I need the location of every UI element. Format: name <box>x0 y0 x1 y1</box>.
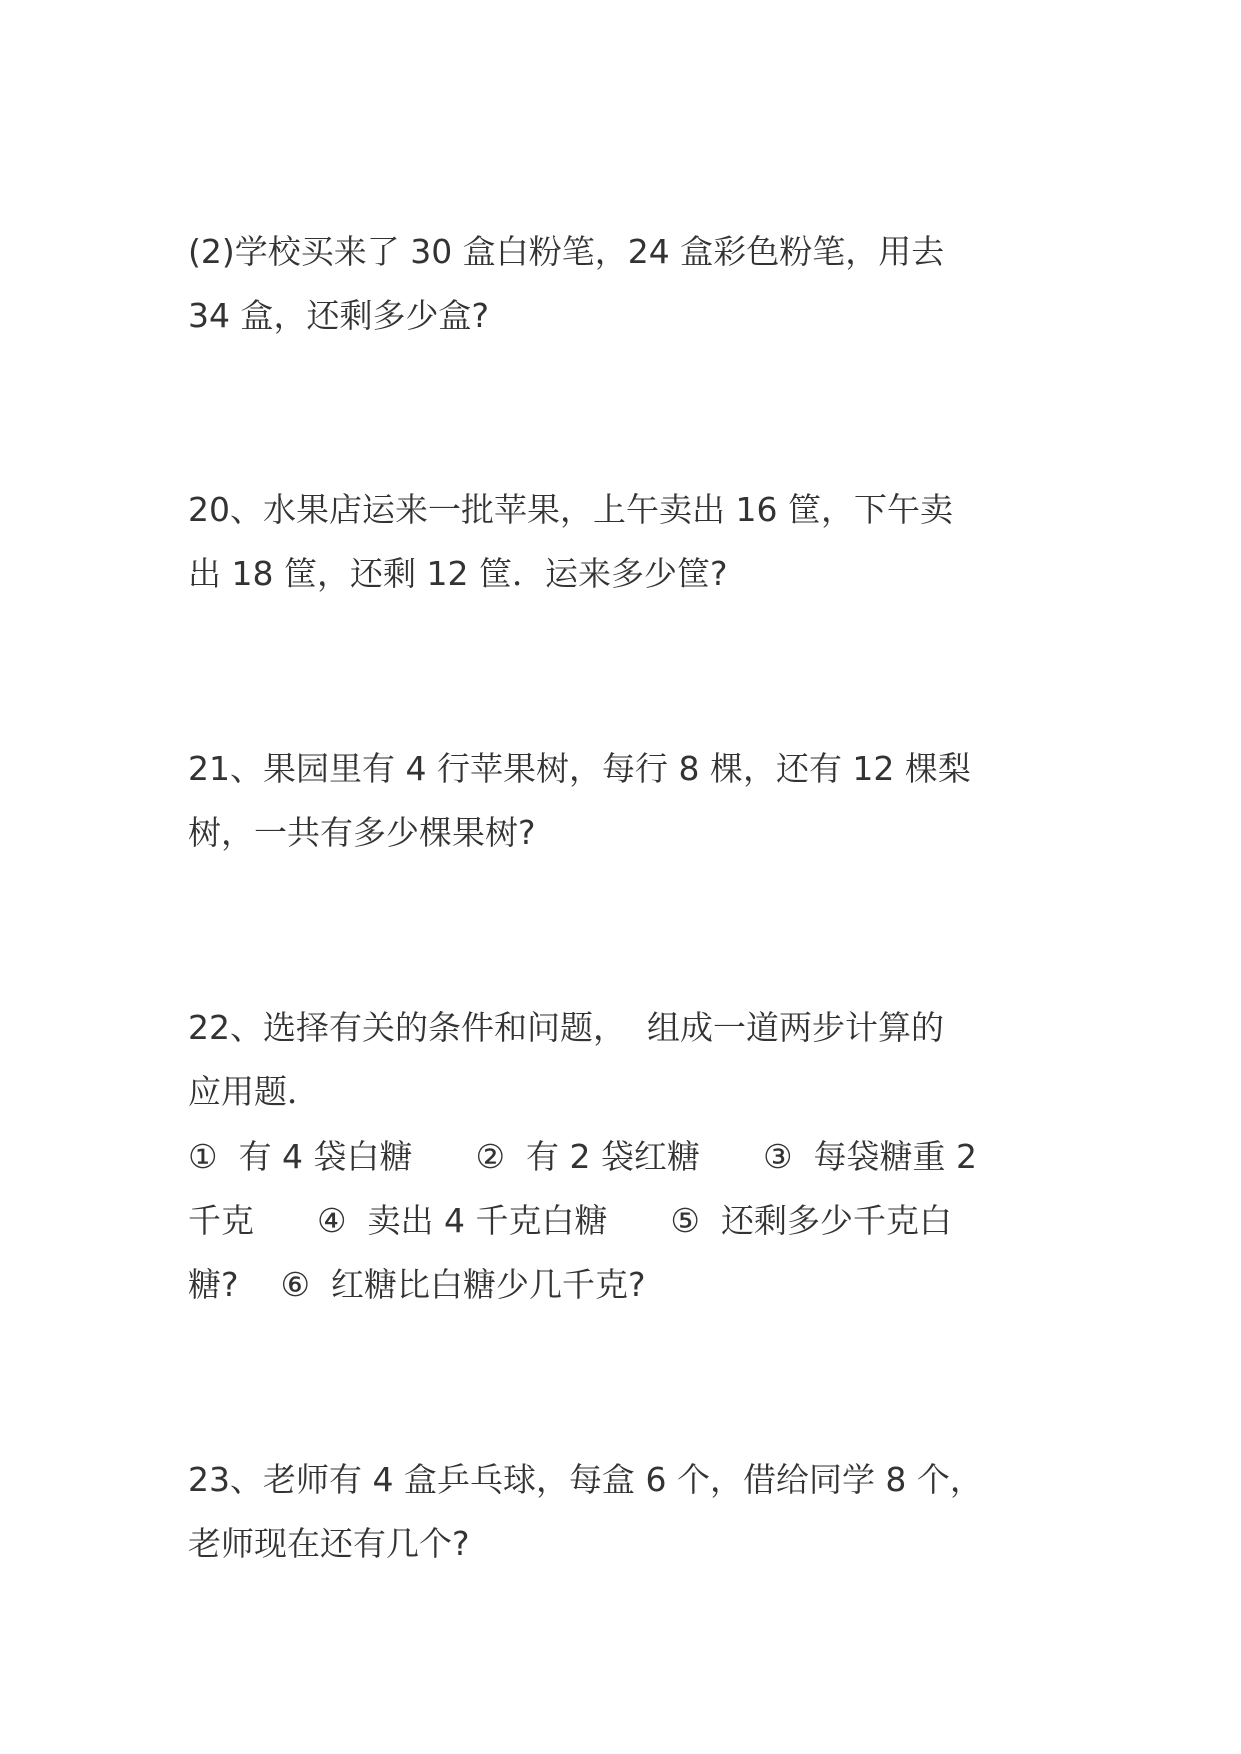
question-22-options-line-1: ① 有 4 袋白糖 ② 有 2 袋红糖 ③ 每袋糖重 2 <box>188 1137 978 1176</box>
question-22-line-2: 应用题． <box>188 1072 320 1111</box>
question-22-options-line-2: 千克 ④ 卖出 4 千克白糖 ⑤ 还剩多少千克白 <box>188 1201 952 1240</box>
question-20-line-1: 20、水果店运来一批苹果，上午卖出 16 筐，下午卖 <box>188 490 953 529</box>
question-21-line-2: 树，一共有多少棵果树? <box>188 813 536 852</box>
question-21-line-1: 21、果园里有 4 行苹果树，每行 8 棵，还有 12 棵梨 <box>188 749 971 788</box>
question-19-2-line-2: 34 盒，还剩多少盒? <box>188 296 489 335</box>
question-23-line-1: 23、老师有 4 盒乒乓球，每盒 6 个，借给同学 8 个， <box>188 1460 983 1499</box>
question-19-2-line-1: (2)学校买来了 30 盒白粉笔，24 盒彩色粉笔，用去 <box>188 232 945 271</box>
question-22-line-1: 22、选择有关的条件和问题， 组成一道两步计算的 <box>188 1008 944 1047</box>
question-23-line-2: 老师现在还有几个? <box>188 1524 470 1563</box>
question-22-options-line-3: 糖? ⑥ 红糖比白糖少几千克? <box>188 1265 646 1304</box>
question-20-line-2: 出 18 筐，还剩 12 筐．运来多少筐? <box>188 554 728 593</box>
